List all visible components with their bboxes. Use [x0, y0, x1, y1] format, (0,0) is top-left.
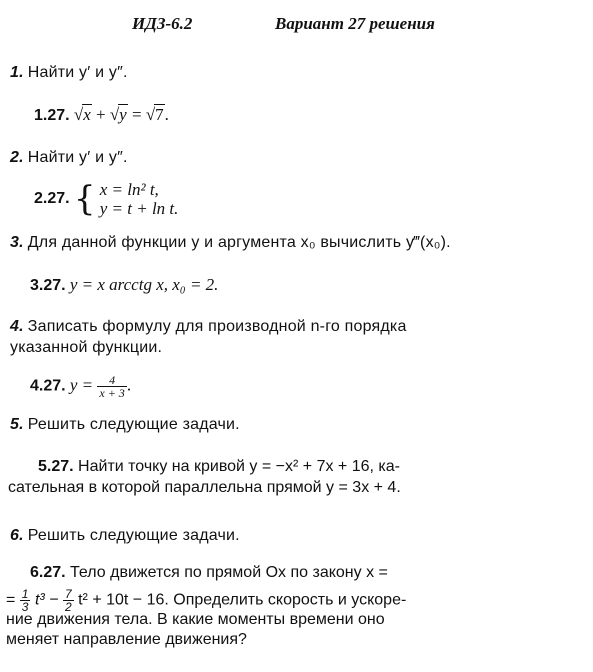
doc-code: ИДЗ-6.2 — [132, 14, 193, 33]
system-line-1: x = ln² t, — [99, 180, 159, 199]
task-3 — [10, 234, 451, 252]
problem-3-27 — [30, 275, 218, 295]
problem-6-line4: меняет направление движения? — [6, 631, 247, 648]
task-4-number: 4. — [10, 318, 24, 335]
task-1-number: 1. — [10, 64, 24, 81]
fraction — [97, 374, 126, 399]
task-1-text: Найти y′ и y″. — [27, 64, 128, 81]
task-4 — [10, 318, 407, 336]
task-5 — [10, 416, 240, 434]
task-2-text: Найти y′ и y″. — [27, 149, 128, 166]
problem-6-27-line1 — [30, 564, 388, 582]
problem-6-line3: ние движения тела. В какие моменты времени оно — [6, 611, 385, 628]
sqrt-7: √7 — [145, 105, 164, 124]
sqrt-y: √y — [109, 105, 127, 124]
task-5-number: 5. — [10, 416, 24, 433]
variant-title: Вариант 27 решения — [275, 14, 435, 33]
task-3-number: 3. — [10, 234, 24, 251]
problem-5-line2: сательная в которой параллельна прямой y = 3x + 4. — [8, 479, 401, 496]
problem-1-number: 1.27. — [34, 107, 70, 124]
problem-4-27 — [30, 374, 131, 399]
problem-3-expr: y = x arcctg x, x₀ = 2. — [69, 275, 219, 294]
task-5-text: Решить следующие задачи. — [27, 416, 240, 433]
problem-2-27 — [34, 180, 178, 218]
system-line-2: y = t + ln t. — [99, 199, 179, 218]
problem-1-27: 1.27. √x + √y = √7. — [34, 105, 169, 124]
problem-3-number: 3.27. — [30, 277, 66, 294]
task-4-text-line2: указанной функции. — [10, 339, 163, 356]
problem-6-line2: = $\frac{1}{3}$ t³ − $\frac{7}{2}$ t² + 10t − 16. Определить скорость и ускоре- — [6, 587, 407, 614]
problem-6-number: 6.27. — [30, 564, 66, 581]
problem-6-line1: Тело движется по прямой Ox по закону x = — [70, 564, 388, 581]
sqrt-x: √x — [73, 105, 91, 124]
task-6-number: 6. — [10, 527, 24, 544]
task-3-text: Для данной функции y и аргумента x₀ вычислить y‴(x₀). — [27, 234, 451, 251]
problem-4-number: 4.27. — [30, 377, 66, 395]
task-2-number: 2. — [10, 149, 24, 166]
system-brace: { — [73, 179, 96, 219]
problem-4-lhs: y = — [69, 375, 94, 395]
parametric-system — [100, 180, 179, 218]
task-6-text: Решить следующие задачи. — [27, 527, 240, 544]
problem-5-line1: Найти точку на кривой y = −x² + 7x + 16, ка- — [78, 458, 400, 475]
problem-5-number: 5.27. — [38, 458, 74, 475]
fraction-seven-halves: $\frac{7}{2}$ — [64, 587, 72, 614]
task-4-text-line1: Записать формулу для производной n-го порядка — [27, 318, 407, 335]
task-2 — [10, 149, 128, 167]
fraction-one-third: $\frac{1}{3}$ — [21, 587, 29, 614]
problem-4-period: . — [126, 375, 132, 395]
fraction-denominator: x + 3 — [99, 386, 125, 400]
task-6 — [10, 527, 240, 545]
task-1 — [10, 64, 128, 82]
problem-2-number: 2.27. — [34, 190, 70, 207]
problem-5-27-line1 — [38, 458, 400, 476]
fraction-numerator: 4 — [97, 374, 126, 387]
